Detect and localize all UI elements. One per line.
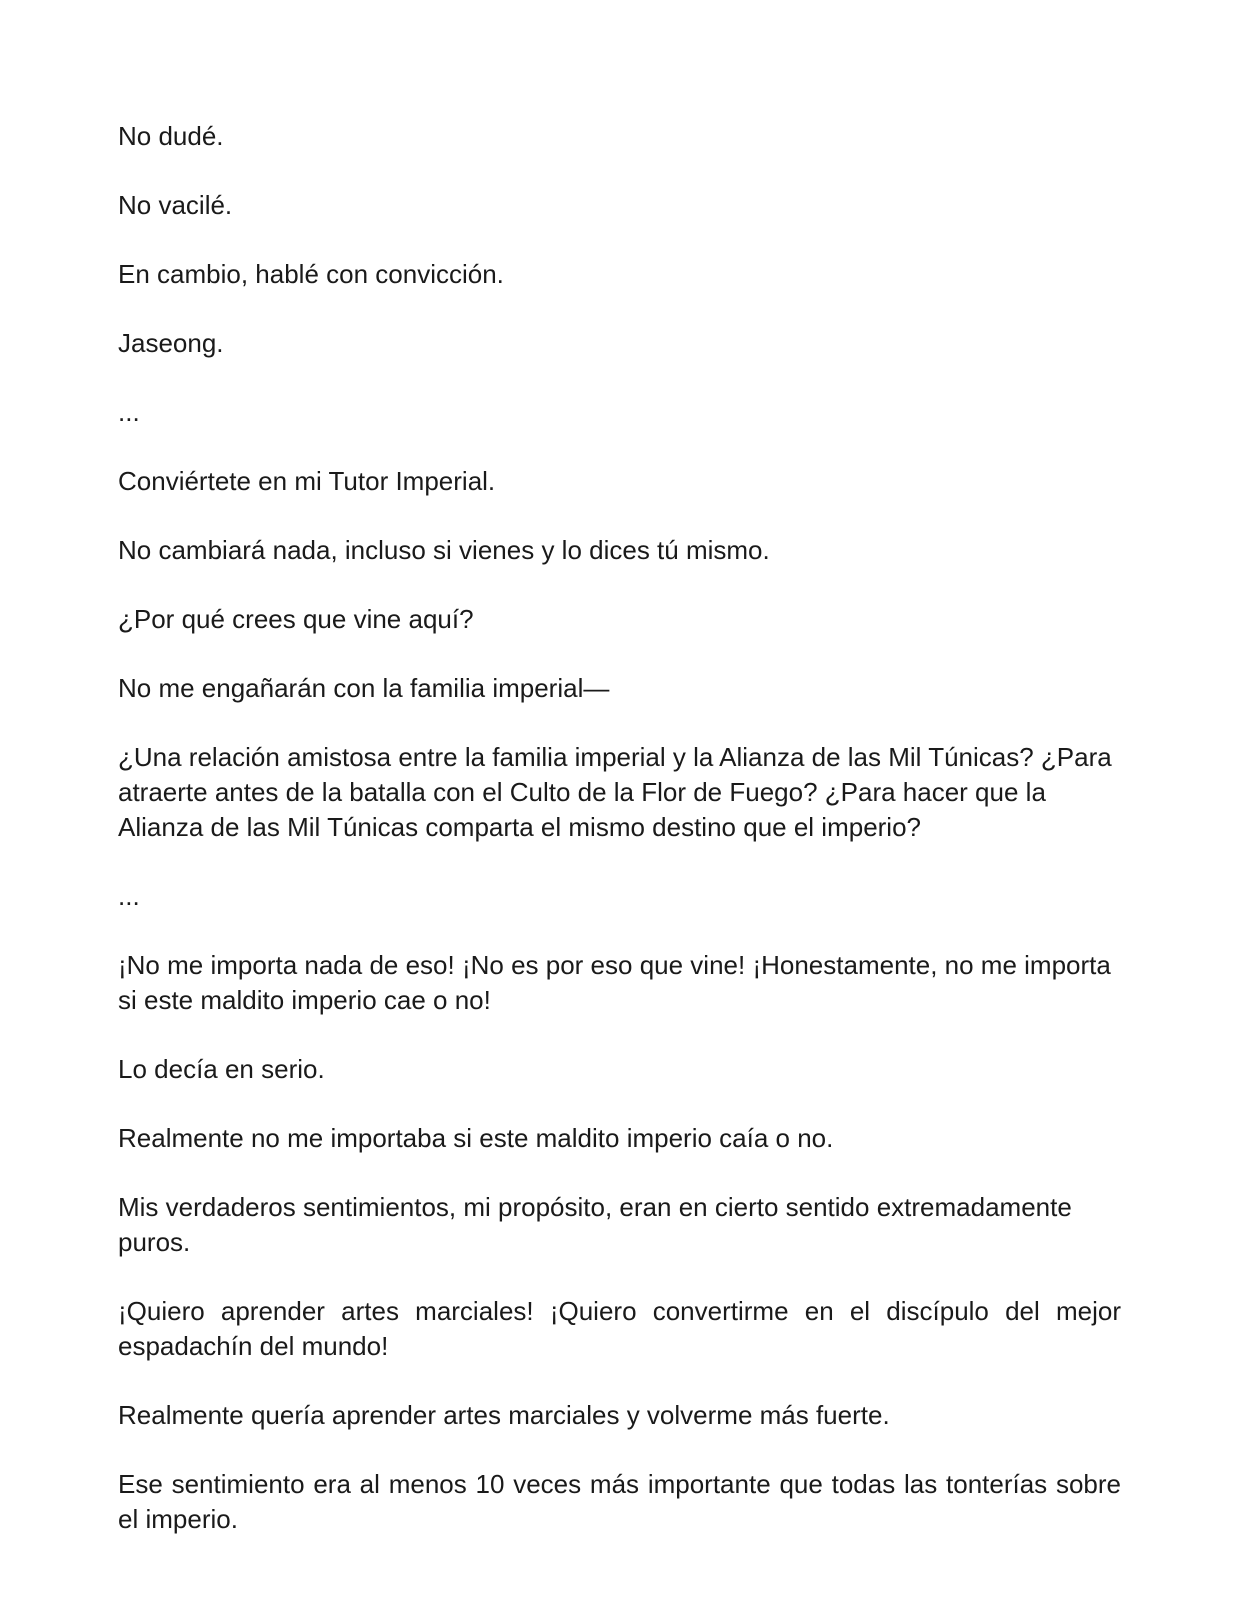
paragraph: Jaseong.: [118, 328, 224, 358]
paragraph: No vacilé.: [118, 190, 233, 220]
paragraph: No dudé.: [118, 121, 224, 151]
paragraph: Conviértete en mi Tutor Imperial.: [118, 466, 496, 496]
paragraph: Mis verdaderos sentimientos, mi propósito, eran en cierto sentido extremadamente puros.: [118, 1192, 1072, 1257]
paragraph: Realmente no me importaba si este maldito imperio caía o no.: [118, 1123, 834, 1153]
paragraph: ¿Por qué crees que vine aquí?: [118, 604, 474, 634]
paragraph: Realmente quería aprender artes marciales y volverme más fuerte.: [118, 1400, 890, 1430]
paragraph: ...: [118, 397, 140, 427]
paragraph: Ese sentimiento era al menos 10 veces más importante que todas las tonterías sobre el imperio.: [118, 1469, 1121, 1534]
paragraph: ¿Una relación amistosa entre la familia imperial y la Alianza de las Mil Túnicas? ¿Para atraerte antes de la batalla con el Culto de la Flor de Fuego? ¿Para hacer que la Alianza de las Mil Túnicas comparta el mismo destino que el imperio?: [118, 742, 1112, 842]
paragraph: No me engañarán con la familia imperial—: [118, 673, 610, 703]
paragraph: En cambio, hablé con convicción.: [118, 259, 504, 289]
paragraph: ¡Quiero aprender artes marciales! ¡Quiero convertirme en el discípulo del mejor espadachín del mundo!: [118, 1296, 1121, 1361]
paragraph: Lo decía en serio.: [118, 1054, 325, 1084]
paragraph: ...: [118, 881, 140, 911]
paragraph: No cambiará nada, incluso si vienes y lo dices tú mismo.: [118, 535, 770, 565]
paragraph: ¡No me importa nada de eso! ¡No es por eso que vine! ¡Honestamente, no me importa si este maldito imperio cae o no!: [118, 950, 1111, 1015]
